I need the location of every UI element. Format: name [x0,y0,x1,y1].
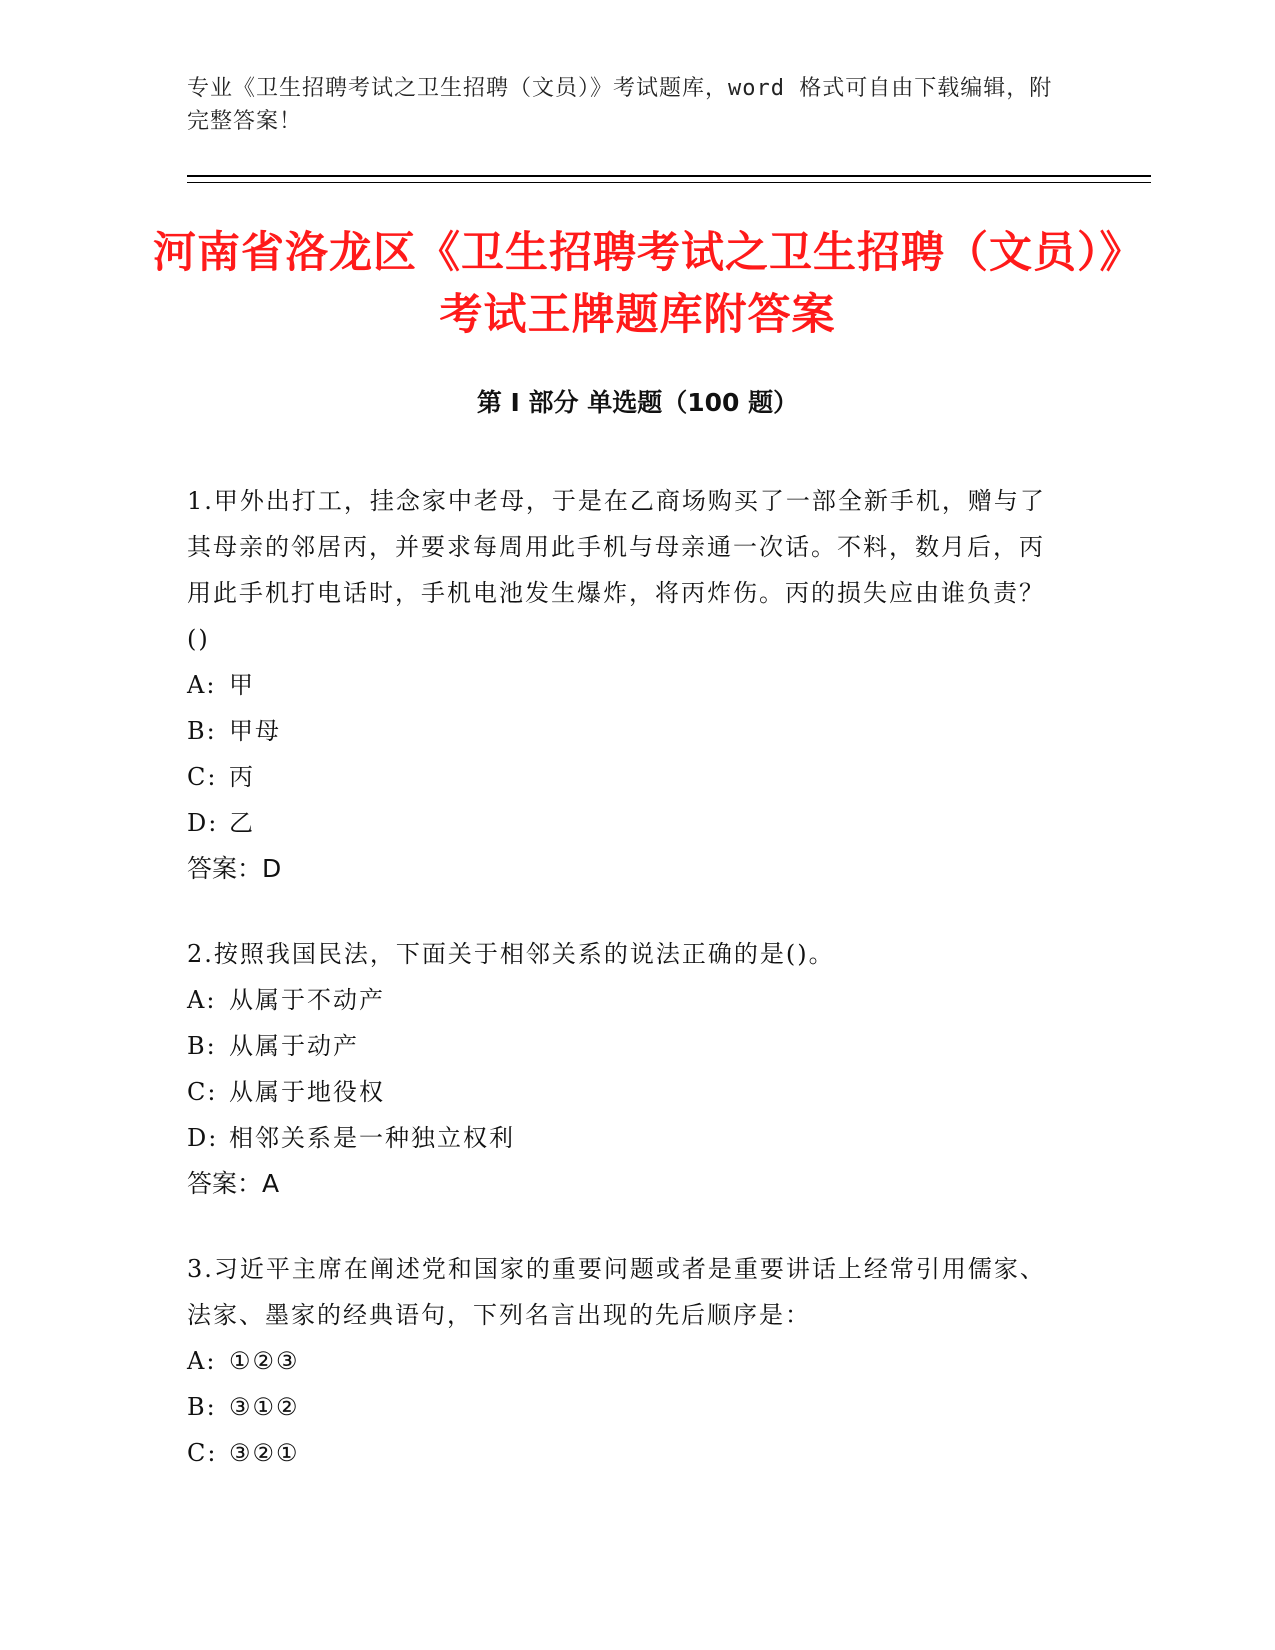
option-a [187,1338,1067,1384]
option-text: ①②③ [229,1347,300,1375]
option-text: 从属于动产 [229,1032,359,1060]
header-divider-thick [187,175,1151,177]
option-a [187,977,1067,1023]
option-letter: C: [187,1078,218,1106]
option-b [187,708,1067,754]
option-letter: D: [187,1124,219,1152]
option-d [187,1115,1067,1161]
question-list [187,478,1067,1515]
option-letter: B: [187,1032,217,1060]
option-text: 乙 [229,809,255,837]
option-letter: D: [187,809,219,837]
answer: 答案：A [187,1169,280,1198]
section-title: 第 I 部分 单选题（100 题） [476,388,799,417]
option-text: 丙 [229,763,255,791]
option-text: ③②① [229,1439,300,1467]
option-c [187,1069,1067,1115]
header-divider-thin [187,182,1151,183]
option-letter: A: [187,1347,217,1375]
option-letter: C: [187,1439,218,1467]
option-letter: A: [187,671,217,699]
option-letter: C: [187,763,218,791]
option-text: 相邻关系是一种独立权利 [229,1124,515,1152]
answer: 答案：D [187,854,282,883]
question-stem: 1.甲外出打工，挂念家中老母，于是在乙商场购买了一部全新手机，赠与了其母亲的邻居丙，并要求每周用此手机与母亲通一次话。不料，数月后，丙用此手机打电话时，手机电池发生爆炸，将丙炸伤。丙的损失应由谁负责？() [187,487,1046,653]
document-title: 河南省洛龙区《卫生招聘考试之卫生招聘（文员）》考试王牌题库附答案 [153,228,1122,340]
option-letter: B: [187,1393,217,1421]
option-text: 从属于不动产 [229,986,385,1014]
question-2 [187,931,1067,1207]
option-d [187,800,1067,846]
question-3 [187,1246,1067,1476]
option-c [187,754,1067,800]
option-letter: B: [187,717,217,745]
option-text: 甲 [229,671,255,699]
question-stem: 2.按照我国民法，下面关于相邻关系的说法正确的是()。 [187,940,835,968]
option-a [187,662,1067,708]
option-text: 甲母 [229,717,281,745]
header-note: 专业《卫生招聘考试之卫生招聘（文员）》考试题库，word 格式可自由下载编辑，附完整答案！ [187,76,1053,134]
option-b [187,1384,1067,1430]
option-c [187,1430,1067,1476]
option-letter: A: [187,986,217,1014]
question-1 [187,478,1067,892]
question-stem: 3.习近平主席在阐述党和国家的重要问题或者是重要讲话上经常引用儒家、法家、墨家的经典语句，下列名言出现的先后顺序是： [187,1255,1046,1329]
option-text: 从属于地役权 [229,1078,385,1106]
option-text: ③①② [229,1393,300,1421]
option-b [187,1023,1067,1069]
